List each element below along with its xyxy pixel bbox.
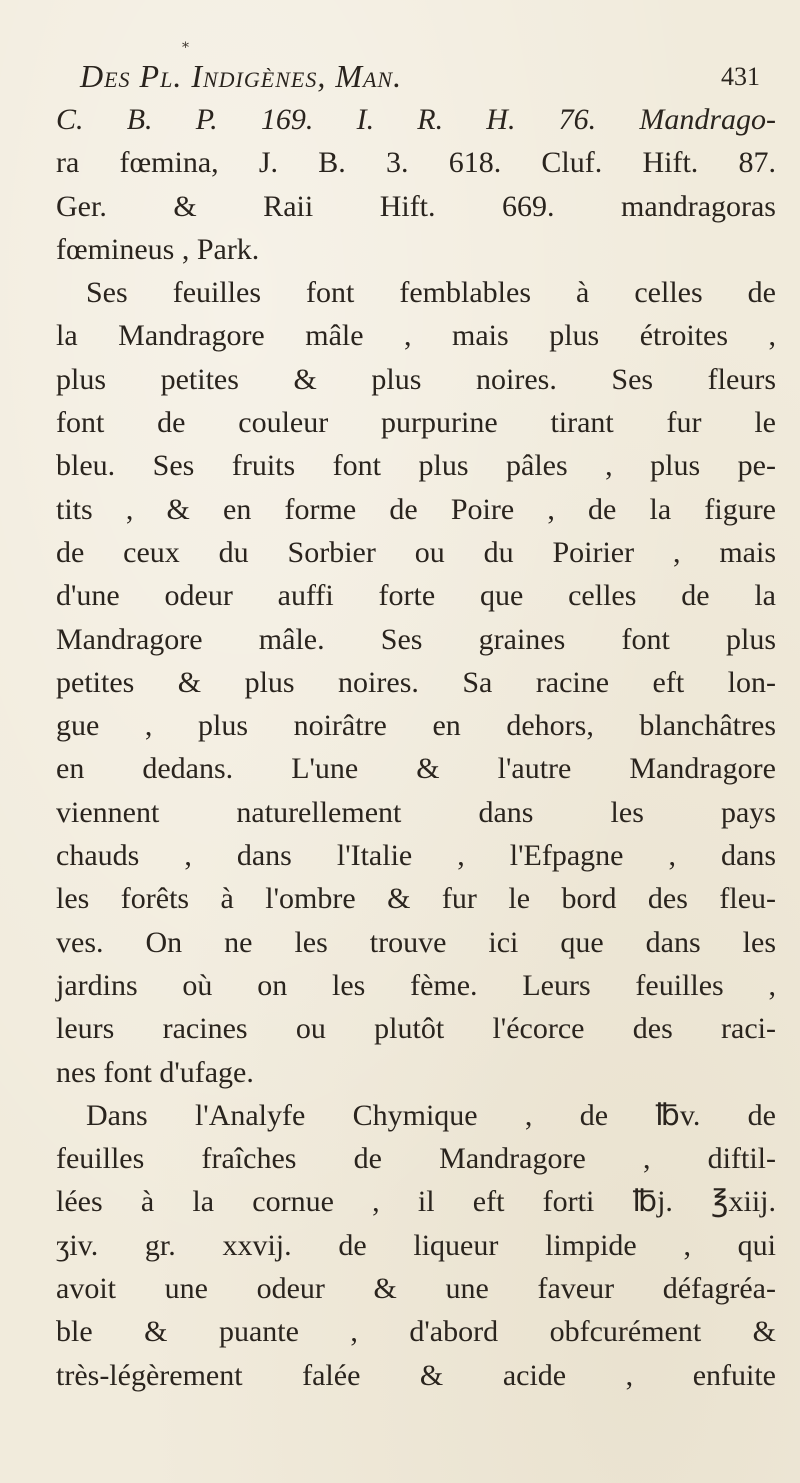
text-line: ra fœmina, J. B. 3. 618. Cluf. Hift. 87. xyxy=(56,146,776,180)
text-line: ʒiv. gr. xxvij. de liqueur limpide , qui xyxy=(56,1228,776,1262)
text-line: fœmineus , Park. xyxy=(56,232,260,266)
text-line: Ger. & Raii Hift. 669. mandragoras xyxy=(56,189,776,223)
text-line: Ses feuilles font femblables à celles de xyxy=(86,276,776,310)
text-line: avoit une odeur & une faveur défagréa- xyxy=(56,1272,776,1306)
text-line: d'une odeur auffi forte que celles de la xyxy=(56,579,776,613)
body-text xyxy=(56,98,776,1397)
text-line: très-légèrement falée & acide , enfuite xyxy=(56,1358,776,1392)
text-line: lées à la cornue , il eft forti ℔j. ℥xiij. xyxy=(56,1185,776,1219)
text-line: petites & plus noires. Sa racine eft lon- xyxy=(56,665,776,699)
text-line: gue , plus noirâtre en dehors, blanchâtres xyxy=(56,709,776,743)
page-header xyxy=(80,58,760,102)
text-line: Dans l'Analyfe Chymique , de ℔v. de xyxy=(86,1098,776,1132)
text-line: tits , & en forme de Poire , de la figure xyxy=(56,492,776,526)
text-line: de ceux du Sorbier ou du Poirier , mais xyxy=(56,535,776,569)
text-line: ble & puante , d'abord obfcurément & xyxy=(56,1315,776,1349)
text-line: font de couleur purpurine tirant fur le xyxy=(56,406,776,440)
text-line: nes font d'ufage. xyxy=(56,1055,254,1089)
header-ornament: * xyxy=(182,40,189,56)
text-line: jardins où on les fème. Leurs feuilles , xyxy=(56,968,776,1002)
text-line: en dedans. L'une & l'autre Mandragore xyxy=(56,752,776,786)
text-line: plus petites & plus noires. Ses fleurs xyxy=(56,362,776,396)
running-title: Des Pl. Indigènes, Man. xyxy=(80,58,403,94)
text-line: Mandragore mâle. Ses graines font plus xyxy=(56,622,776,656)
text-line: C. B. P. 169. I. R. H. 76. Mandrago- xyxy=(56,103,776,136)
text-line: chauds , dans l'Italie , l'Efpagne , dans xyxy=(56,839,776,873)
text-line: les forêts à l'ombre & fur le bord des fleu- xyxy=(56,882,776,916)
text-line: la Mandragore mâle , mais plus étroites , xyxy=(56,319,776,353)
text-line: bleu. Ses fruits font plus pâles , plus pe- xyxy=(56,449,776,483)
text-line: leurs racines ou plutôt l'écorce des raci- xyxy=(56,1012,776,1046)
page-number: 431 xyxy=(721,62,760,91)
text-line: feuilles fraîches de Mandragore , diftil- xyxy=(56,1142,776,1176)
text-line: viennent naturellement dans les pays xyxy=(56,795,776,829)
text-line: ves. On ne les trouve ici que dans les xyxy=(56,925,776,959)
